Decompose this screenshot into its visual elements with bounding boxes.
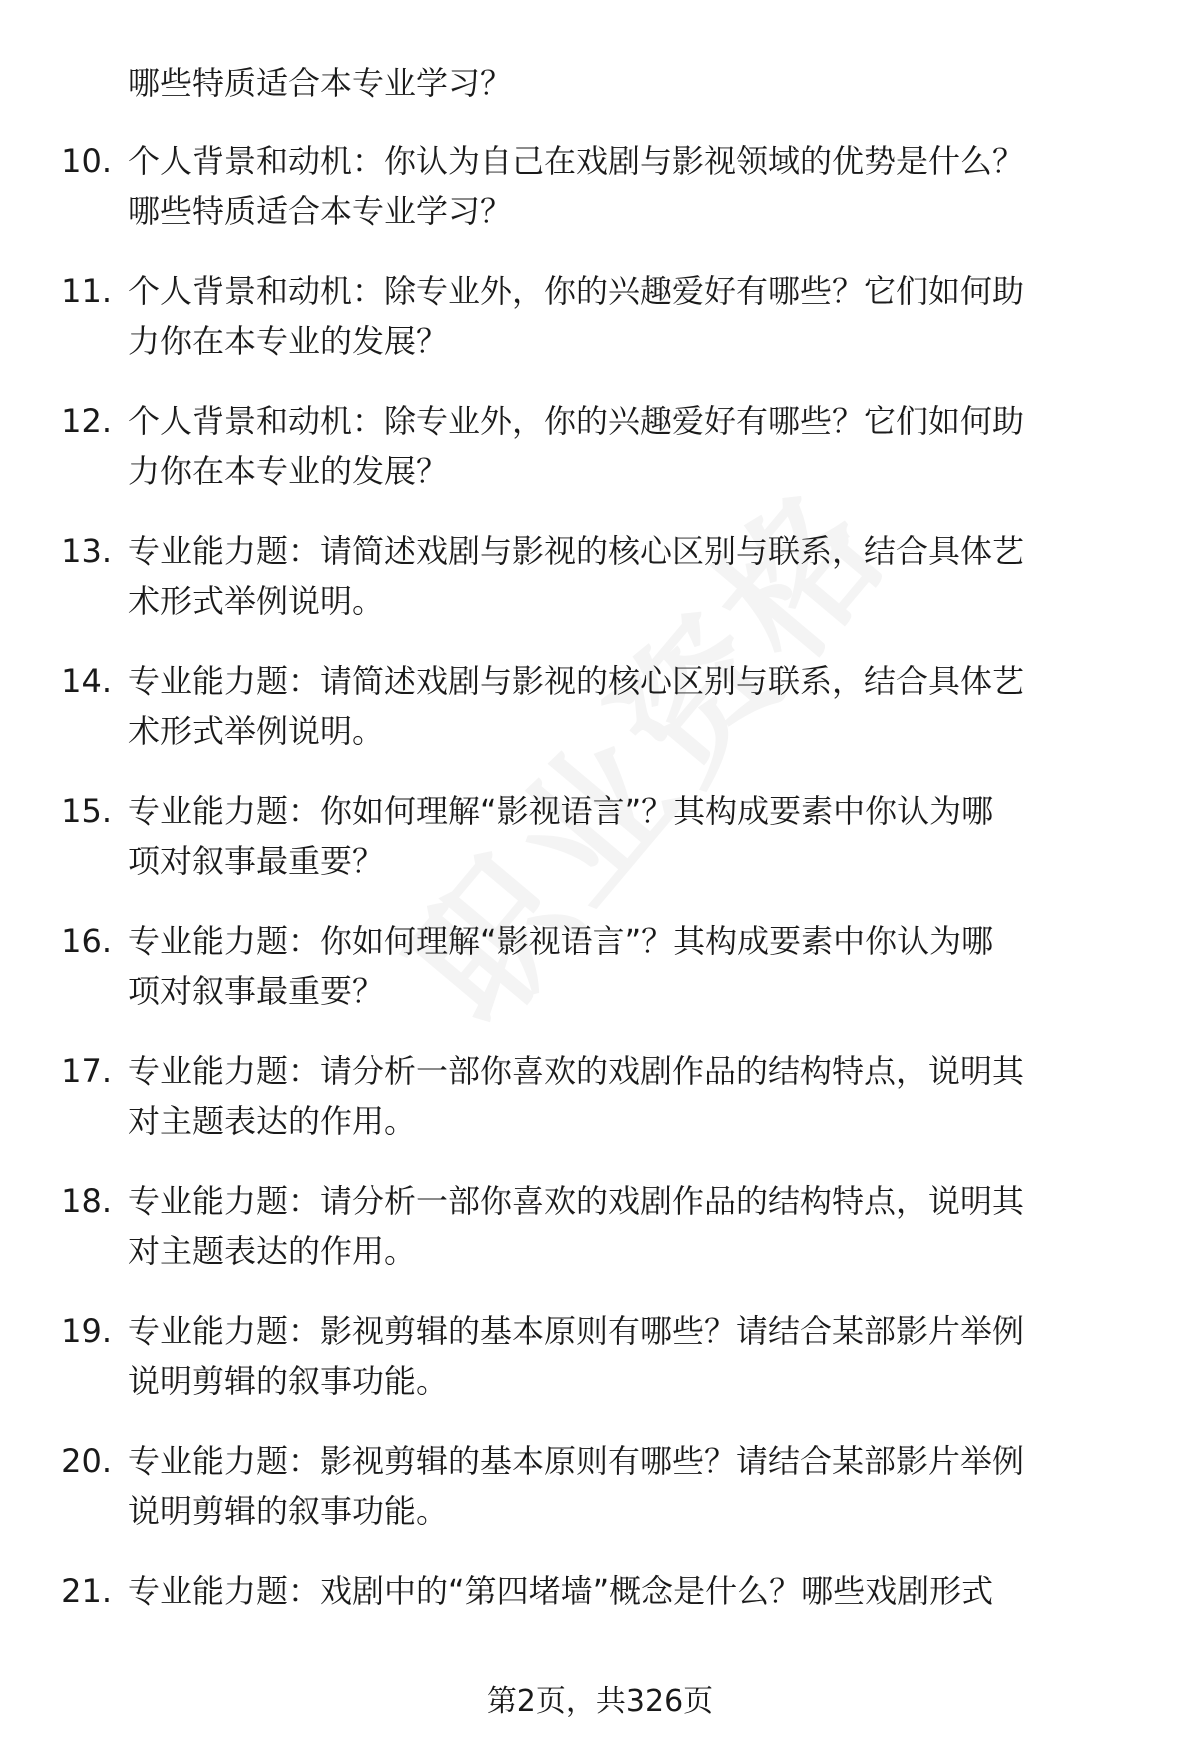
question-line: 说明剪辑的叙事功能。 — [128, 1362, 449, 1400]
question-text — [128, 786, 1148, 886]
question-line: 专业能力题：影视剪辑的基本原则有哪些？请结合某部影片举例 — [128, 1312, 1025, 1350]
question-number: 13. — [61, 532, 112, 570]
question-item — [0, 396, 1200, 526]
question-text — [128, 916, 1148, 1016]
question-line: 对主题表达的作用。 — [128, 1232, 417, 1270]
question-line: 个人背景和动机：你认为自己在戏剧与影视领域的优势是什么？ — [128, 142, 1025, 180]
question-line: 专业能力题：你如何理解“影视语言”？其构成要素中你认为哪 — [128, 922, 994, 960]
question-number: 12. — [61, 402, 112, 440]
question-text — [128, 1306, 1148, 1406]
question-number: 18. — [61, 1182, 112, 1220]
question-line: 个人背景和动机：除专业外，你的兴趣爱好有哪些？它们如何助 — [128, 402, 1025, 440]
question-item — [0, 1046, 1200, 1176]
question-line: 项对叙事最重要？ — [128, 972, 385, 1010]
question-line: 说明剪辑的叙事功能。 — [128, 1492, 449, 1530]
question-line: 专业能力题：请简述戏剧与影视的核心区别与联系，结合具体艺 — [128, 662, 1025, 700]
question-line: 力你在本专业的发展？ — [128, 322, 449, 360]
question-number: 11. — [61, 272, 112, 310]
question-line: 术形式举例说明。 — [128, 712, 385, 750]
question-text — [128, 396, 1148, 496]
question-line: 专业能力题：影视剪辑的基本原则有哪些？请结合某部影片举例 — [128, 1442, 1025, 1480]
question-line: 哪些特质适合本专业学习？ — [128, 192, 513, 230]
question-item — [0, 1306, 1200, 1436]
question-line: 对主题表达的作用。 — [128, 1102, 417, 1140]
question-number: 19. — [61, 1312, 112, 1350]
question-item — [0, 916, 1200, 1046]
question-item — [0, 266, 1200, 396]
question-item — [0, 1436, 1200, 1566]
question-item — [0, 1176, 1200, 1306]
question-number: 15. — [61, 792, 112, 830]
question-text — [128, 1566, 1148, 1616]
question-item — [0, 786, 1200, 916]
question-line: 专业能力题：戏剧中的“第四堵墙”概念是什么？哪些戏剧形式 — [128, 1572, 994, 1610]
question-line: 力你在本专业的发展？ — [128, 452, 449, 490]
question-number: 21. — [61, 1572, 112, 1610]
question-line: 个人背景和动机：除专业外，你的兴趣爱好有哪些？它们如何助 — [128, 272, 1025, 310]
question-line: 专业能力题：请分析一部你喜欢的戏剧作品的结构特点，说明其 — [128, 1182, 1025, 1220]
page-number-footer: 第2页，共326页 — [486, 1684, 714, 1719]
question-item — [0, 656, 1200, 786]
question-line: 专业能力题：你如何理解“影视语言”？其构成要素中你认为哪 — [128, 792, 994, 830]
question-item — [0, 136, 1200, 266]
question-text — [128, 266, 1148, 366]
question-item — [0, 526, 1200, 656]
question-text — [128, 656, 1148, 756]
question-number: 17. — [61, 1052, 112, 1090]
question-number: 14. — [61, 662, 112, 700]
question-item — [0, 1566, 1200, 1696]
continued-question-text: 哪些特质适合本专业学习？ — [128, 64, 513, 102]
question-line: 术形式举例说明。 — [128, 582, 385, 620]
question-line: 专业能力题：请分析一部你喜欢的戏剧作品的结构特点，说明其 — [128, 1052, 1025, 1090]
question-number: 10. — [61, 142, 112, 180]
question-text — [128, 1436, 1148, 1536]
question-text — [128, 136, 1148, 236]
question-text — [128, 1176, 1148, 1276]
question-number: 20. — [61, 1442, 112, 1480]
question-list — [0, 136, 1200, 1696]
question-text — [128, 526, 1148, 626]
question-line: 项对叙事最重要？ — [128, 842, 385, 880]
question-text — [128, 1046, 1148, 1146]
question-line: 专业能力题：请简述戏剧与影视的核心区别与联系，结合具体艺 — [128, 532, 1025, 570]
question-number: 16. — [61, 922, 112, 960]
